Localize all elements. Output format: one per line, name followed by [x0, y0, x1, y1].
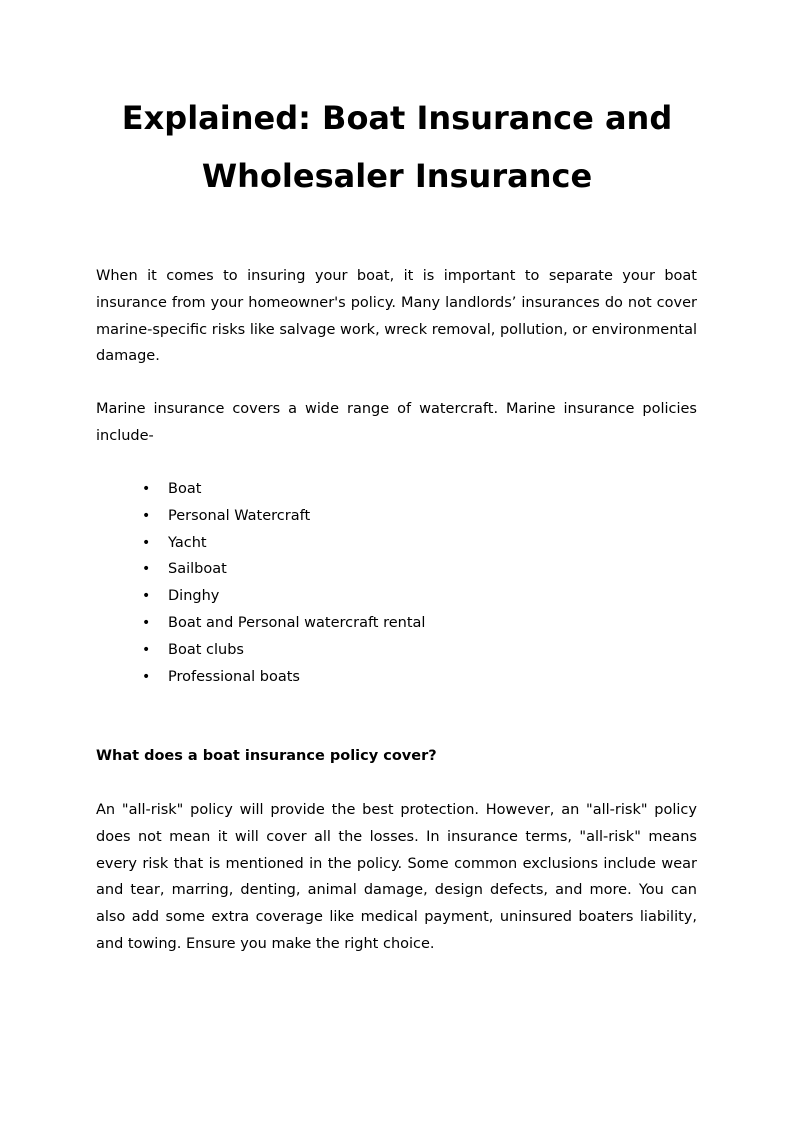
list-item [96, 503, 696, 530]
watercraft-list [96, 476, 696, 690]
bullet-icon: • [142, 534, 151, 551]
list-item [96, 610, 696, 637]
marine-insurance-paragraph: Marine insurance covers a wide range of watercraft. Marine insurance policies include- [96, 401, 697, 444]
intro-paragraph: When it comes to insuring your boat, it is important to separate your boat insurance from your homeowner's policy. Many landlords’ insurances do not cover marine-specific risks like salvage work, wreck removal, pollution, or environmental damage. [96, 268, 697, 365]
title-line-2: Wholesaler Insurance [201, 157, 593, 195]
list-item [96, 664, 696, 691]
list-item-label: Boat [168, 481, 202, 497]
coverage-paragraph: An "all-risk" policy will provide the best protection. However, an "all-risk" policy does not mean it will cover all the losses. In insurance terms, "all-risk" means every risk that is mentioned in the policy. Some common exclusions include wear and tear, marring, denting, animal damage, design defects, and more. You can also add some extra coverage like medical payment, uninsured boaters liability, and towing. Ensure you make the right choice. [96, 802, 697, 952]
list-item [96, 583, 696, 610]
list-item-label: Sailboat [168, 561, 227, 578]
bullet-icon: • [142, 507, 151, 524]
list-item [96, 476, 696, 503]
list-item [96, 556, 696, 583]
list-item-label: Boat clubs [168, 641, 244, 658]
list-item [96, 530, 696, 557]
bullet-icon: • [142, 668, 151, 685]
list-item [96, 637, 696, 664]
bullet-icon: • [142, 641, 151, 658]
list-item-label: Yacht [168, 534, 207, 551]
list-item-label: Professional boats [168, 668, 300, 685]
bullet-icon: • [142, 588, 151, 605]
bullet-icon: • [142, 561, 151, 578]
title-line-1: Explained: Boat Insurance and [121, 99, 673, 137]
page-title [60, 89, 734, 205]
bullet-icon: • [142, 614, 151, 631]
list-item-label: Dinghy [168, 588, 220, 605]
list-item-label: Personal Watercraft [168, 507, 311, 524]
coverage-heading: What does a boat insurance policy cover? [96, 748, 437, 764]
list-item-label: Boat and Personal watercraft rental [168, 614, 426, 631]
bullet-icon: • [142, 481, 151, 497]
